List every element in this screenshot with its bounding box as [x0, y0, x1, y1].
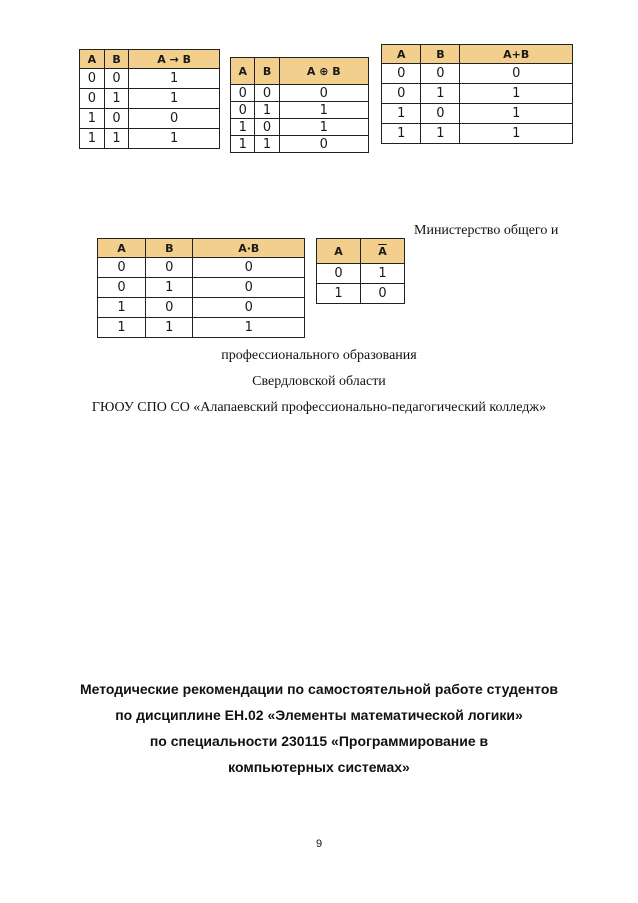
table-cell: 0	[382, 64, 421, 84]
table-row	[80, 129, 220, 149]
table-cell: 1	[129, 129, 220, 149]
table-row	[231, 119, 369, 136]
table-cell: 1	[129, 69, 220, 89]
table-header: A+B	[460, 45, 573, 64]
ministry-line-3: Свердловской области	[252, 374, 386, 389]
table-cell: 0	[193, 278, 305, 298]
table-cell: 1	[460, 84, 573, 104]
table-cell: 0	[193, 258, 305, 278]
table-header: B	[146, 239, 193, 258]
truth-table-conjunction	[97, 238, 305, 338]
ministry-line-2: профессионального образования	[221, 348, 417, 363]
table-header: A·B	[193, 239, 305, 258]
table-header	[361, 239, 405, 264]
table-row	[80, 109, 220, 129]
table-row	[80, 69, 220, 89]
title-line-3: по специальности 230115 «Программирование в	[149, 733, 489, 749]
table-header: A	[98, 239, 146, 258]
page-number: 9	[315, 838, 323, 850]
table-row	[98, 318, 305, 338]
table-row	[98, 298, 305, 318]
table-cell: 1	[279, 119, 368, 136]
table-cell: 0	[146, 258, 193, 278]
table-cell: 0	[129, 109, 220, 129]
table-cell: 1	[421, 124, 460, 144]
table-cell: 1	[255, 136, 279, 153]
table-cell: 1	[104, 129, 128, 149]
table-row	[382, 104, 573, 124]
title-line-4: компьютерных системах»	[228, 759, 410, 775]
table-cell: 0	[98, 258, 146, 278]
table-cell: 1	[382, 124, 421, 144]
table-cell: 0	[382, 84, 421, 104]
table-header: A	[80, 50, 105, 69]
ministry-line-1: Министерство общего и	[414, 223, 559, 238]
table-cell: 1	[129, 89, 220, 109]
table-header: A	[382, 45, 421, 64]
table-cell: 0	[98, 278, 146, 298]
truth-table-disjunction	[381, 44, 573, 144]
table-cell: 1	[361, 264, 405, 284]
table-cell: 0	[80, 89, 105, 109]
table-cell: 1	[421, 84, 460, 104]
truth-table-xor	[230, 57, 369, 153]
table-cell: 0	[80, 69, 105, 89]
table-cell: 1	[80, 129, 105, 149]
table-cell: 0	[460, 64, 573, 84]
table-cell: 1	[317, 284, 361, 304]
table-row	[231, 85, 369, 102]
table-header: B	[255, 58, 279, 85]
table-header: A	[317, 239, 361, 264]
table-header: A → B	[129, 50, 220, 69]
table-row	[80, 89, 220, 109]
table-header: B	[104, 50, 128, 69]
truth-table-implication	[79, 49, 220, 149]
table-row	[382, 124, 573, 144]
table-header: A ⊕ B	[279, 58, 368, 85]
title-line-2: по дисциплине ЕН.02 «Элементы математической логики»	[115, 707, 523, 723]
table-row	[231, 102, 369, 119]
table-cell: 0	[255, 85, 279, 102]
title-line-1: Методические рекомендации по самостоятельной работе студентов	[79, 681, 559, 697]
table-cell: 1	[255, 102, 279, 119]
table-row	[98, 278, 305, 298]
college-name: ГЮОУ СПО СО «Алапаевский профессионально-педагогический колледж»	[91, 400, 547, 415]
table-cell: 0	[421, 64, 460, 84]
table-cell: 0	[279, 85, 368, 102]
table-cell: 0	[279, 136, 368, 153]
table-row	[98, 258, 305, 278]
table-row	[317, 264, 405, 284]
table-cell: 0	[421, 104, 460, 124]
table-row	[317, 284, 405, 304]
table-cell: 1	[460, 104, 573, 124]
table-header: A	[231, 58, 255, 85]
table-row	[231, 136, 369, 153]
table-row	[382, 64, 573, 84]
table-header: B	[421, 45, 460, 64]
table-cell: 0	[361, 284, 405, 304]
table-cell: 0	[231, 102, 255, 119]
table-cell: 0	[104, 69, 128, 89]
table-cell: 1	[460, 124, 573, 144]
table-cell: 1	[146, 318, 193, 338]
table-cell: 1	[279, 102, 368, 119]
negated-a-label: $\overline{A}$	[378, 244, 387, 258]
table-cell: 0	[146, 298, 193, 318]
table-cell: 1	[98, 318, 146, 338]
truth-table-negation	[316, 238, 405, 304]
table-cell: 1	[231, 136, 255, 153]
table-cell: 1	[80, 109, 105, 129]
table-cell: 1	[98, 298, 146, 318]
table-cell: 1	[231, 119, 255, 136]
table-cell: 0	[104, 109, 128, 129]
table-cell: 1	[104, 89, 128, 109]
table-cell: 0	[255, 119, 279, 136]
table-cell: 0	[193, 298, 305, 318]
table-cell: 0	[317, 264, 361, 284]
table-cell: 1	[193, 318, 305, 338]
table-cell: 1	[146, 278, 193, 298]
table-row	[382, 84, 573, 104]
table-cell: 1	[382, 104, 421, 124]
table-cell: 0	[231, 85, 255, 102]
